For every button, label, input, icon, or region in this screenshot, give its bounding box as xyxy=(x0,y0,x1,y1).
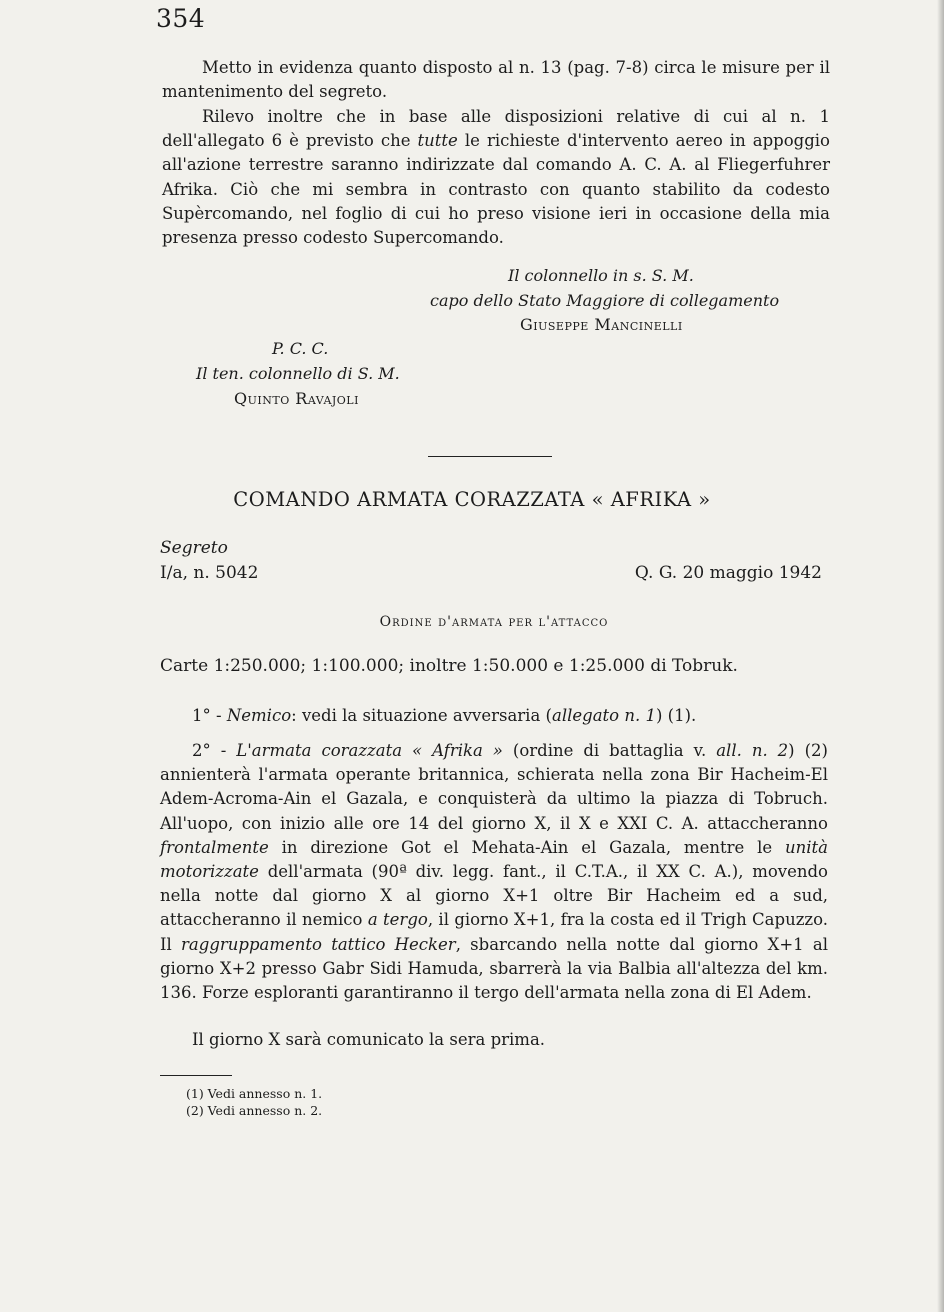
item-3-text: Il giorno X sarà comunicato la sera prima. xyxy=(192,1030,546,1049)
item-2-frontal: frontalmente xyxy=(160,837,269,857)
item-2-text-d: dell'armata (90ª div. legg. fant., il C.T.A., il XX C. A.), movendo nella notte dal giorno X al giorno X+1 oltre Bir Hacheim ed a sud, attaccheranno il nemico xyxy=(160,862,828,930)
item-2-hecker: raggruppamento tattico Hecker xyxy=(181,934,456,954)
signature-left-pcc: P. C. C. xyxy=(272,339,329,358)
letter-paragraph-1-text: Metto in evidenza quanto disposto al n. 13 (pag. 7-8) circa le misure per il mantenimento del segreto. xyxy=(162,58,830,102)
protocol-number: I/a, n. 5042 xyxy=(160,563,259,583)
section-divider xyxy=(428,456,552,457)
item-2-text-b: ) (2) annienterà l'armata operante britannica, schierata nella zona Bir Hacheim-El Adem-Acroma-Ain el Gazala, e conquisterà da ultimo la piazza di Tobruch. All'uopo, con inizio alle ore 14 del giorno X, il X e XXI C. A. attaccheranno xyxy=(160,741,828,833)
item-2-number: 2° - xyxy=(192,741,237,760)
item-2-rear: a tergo xyxy=(367,910,428,930)
item-2-ref: all. n. 2 xyxy=(716,741,789,760)
letter-paragraph-2 xyxy=(162,105,830,250)
footnote-2: (2) Vedi annesso n. 2. xyxy=(186,1103,323,1118)
maps-line: Carte 1:250.000; 1:100.000; inoltre 1:50.000 e 1:25.000 di Tobruk. xyxy=(160,656,738,676)
item-2-text-a: (ordine di battaglia v. xyxy=(502,741,717,760)
page-edge-shadow xyxy=(937,0,944,1312)
order-title: Ordine d'armata per l'attacco xyxy=(379,614,609,630)
item-2-army: L'armata corazzata « Afrika » xyxy=(236,741,503,760)
page-number: 354 xyxy=(156,4,206,33)
letter-paragraph-2-emphasis: tutte xyxy=(417,131,458,151)
letter-paragraph-1 xyxy=(162,56,830,104)
item-2-text-c: in direzione Got el Mehata-Ain el Gazala, mentre le xyxy=(268,837,785,857)
document-date: Q. G. 20 maggio 1942 xyxy=(634,563,822,583)
footnote-divider xyxy=(160,1075,232,1076)
item-2-motorized: unità motorizzate xyxy=(160,837,828,882)
item-1-number: 1° - xyxy=(192,706,227,725)
letter-paragraph-2-part-b: le richieste d'intervento aereo in appoggio all'azione terrestre saranno indirizzate dal comando A. C. A. al Fliegerfuhrer Afrika. Ciò che mi sembra in contrasto con quanto stabilito da codesto Supèrcomando, nel foglio di cui ho preso visione ieri in occasione della mia presenza presso codesto Supercomando. xyxy=(162,131,830,248)
signature-right-role: capo dello Stato Maggiore di collegamento xyxy=(430,291,780,310)
footnote-1: (1) Vedi annesso n. 1. xyxy=(186,1086,323,1101)
item-1-label: Nemico xyxy=(226,706,292,725)
item-1-end: ) (1). xyxy=(655,706,697,725)
classification-label: Segreto xyxy=(160,538,228,558)
signature-right-name: Giuseppe Mancinelli xyxy=(520,315,683,334)
order-item-1 xyxy=(160,704,828,728)
order-item-2 xyxy=(160,739,828,1005)
letter-paragraph-2-part-a: Rilevo inoltre che in base alle disposizioni relative di cui al n. 1 dell'allegato 6 è previsto che xyxy=(162,107,830,151)
signature-left-name: Quinto Ravajoli xyxy=(234,389,359,408)
item-2-text-f: , sbarcando nella notte dal giorno X+1 al giorno X+2 presso Gabr Sidi Hamuda, sbarrerà la via Balbia all'altezza del km. 136. Forze esploranti garantiranno il tergo dell'armata nella zona di El Adem. xyxy=(160,934,828,1003)
section-heading: COMANDO ARMATA CORAZZATA « AFRIKA » xyxy=(233,488,711,511)
item-1-ref: allegato n. 1 xyxy=(551,706,656,725)
signature-right-title: Il colonnello in s. S. M. xyxy=(508,266,694,285)
order-item-3 xyxy=(160,1028,828,1052)
signature-left-title: Il ten. colonnello di S. M. xyxy=(196,364,400,383)
item-2-text-e: , il giorno X+1, fra la costa ed il Trigh Capuzzo. Il xyxy=(160,910,828,954)
item-1-text: : vedi la situazione avversaria ( xyxy=(291,706,552,725)
